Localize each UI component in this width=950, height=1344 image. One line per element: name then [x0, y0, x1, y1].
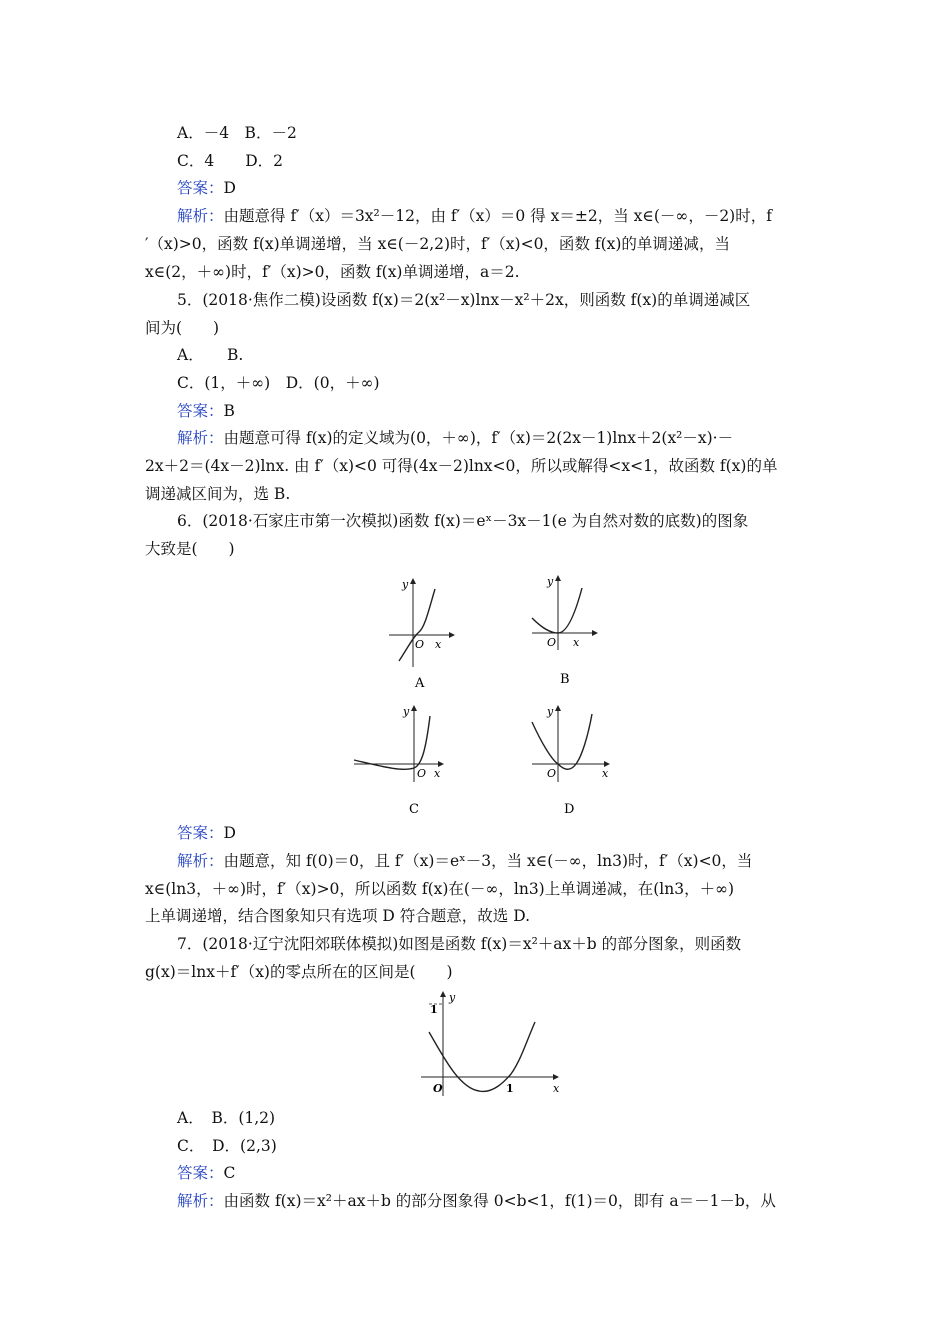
x-label: x [573, 636, 580, 649]
q7-stem-line-1: 7．(2018·辽宁沈阳郊联体模拟)如图是函数 f(x)＝x²＋ax＋b 的部分图象，则函数 [177, 935, 742, 953]
answer-label: 答案： [177, 824, 224, 842]
q5-analysis-line-3: 调递减区间为，选 B. [145, 485, 291, 503]
q6-stem-line-2: 大致是( ) [145, 540, 235, 558]
y-label: y [449, 991, 456, 1004]
q5-options-cd: C．(1，＋∞) D．(0，＋∞) [177, 374, 380, 392]
graph-b [528, 570, 598, 685]
x-axis-arrow [592, 630, 598, 636]
q4-analysis-line-2: ′（x)>0，函数 f(x)单调递增，当 x∈(－2,2)时，f′（x)<0，函数 f(x)的单调递减，当 [145, 235, 730, 253]
x-label: x [602, 767, 609, 780]
q6-analysis-line-2: x∈(ln3，＋∞)时，f′（x)>0，所以函数 f(x)在(－∞，ln3)上单调递减，在(ln3，＋∞) [145, 880, 735, 898]
q5-analysis-line-1 [177, 427, 733, 449]
q4-analysis-line-1 [177, 205, 805, 227]
x-label: x [435, 638, 442, 651]
q5-stem-line-2: 间为( ) [145, 319, 220, 337]
analysis-text: 由题意，知 f(0)＝0，且 f′（x)＝eˣ－3，当 x∈(－∞，ln3)时，f′（x)<0，当 [223, 852, 753, 870]
y-axis-arrow [411, 705, 417, 711]
y-label: y [547, 705, 554, 718]
analysis-label: 解析： [177, 207, 224, 225]
answer-value: B [223, 402, 235, 420]
q5-analysis-line-2: 2x＋2＝(4x－2)lnx. 由 f′（x)<0 可得(4x－2)lnx<0，所以或解得<x<1，故函数 f(x)的单 [145, 457, 778, 475]
q6-stem-line-1: 6．(2018·石家庄市第一次模拟)函数 f(x)＝eˣ－3x－1(e 为自然对数的底数)的图象 [177, 512, 749, 530]
q7-options-ab: A． B．(1,2) [177, 1109, 276, 1127]
x-tick-label: 1 [506, 1082, 514, 1095]
x-axis-arrow [449, 632, 455, 638]
x-axis-arrow [553, 1074, 559, 1080]
q7-stem-line-2: g(x)＝lnx＋f′（x)的零点所在的区间是( ) [145, 963, 453, 981]
analysis-label: 解析： [177, 1192, 224, 1210]
q5-options-ab: A． B. [177, 346, 244, 364]
x-label: x [553, 1082, 560, 1095]
origin-label: O [433, 1082, 443, 1095]
origin-label: O [415, 638, 425, 651]
analysis-text: 由题意得 f′（x）＝3x²－12，由 f′（x）＝0 得 x＝±2，当 x∈(－∞，－2)时，f [223, 207, 772, 225]
graph-c [350, 700, 450, 820]
answer-value: D [223, 824, 236, 842]
origin-label: O [417, 767, 427, 780]
y-axis-arrow [440, 991, 446, 997]
origin-label: O [547, 636, 557, 649]
analysis-label: 解析： [177, 429, 224, 447]
analysis-text: 由题意可得 f(x)的定义域为(0，＋∞)，f′（x)＝2(2x－1)lnx＋2(x²－x)·－ [223, 429, 734, 447]
answer-label: 答案： [177, 1164, 224, 1182]
q7-answer [177, 1162, 235, 1184]
graph-label-c: C [409, 802, 419, 817]
q4-options-ab: A．－4 B．－2 [177, 124, 297, 142]
y-tick-label: 1 [430, 1003, 438, 1016]
x-label: x [434, 767, 441, 780]
y-label: y [547, 575, 554, 588]
q4-options-cd: C．4 D．2 [177, 152, 284, 170]
parabola-curve [429, 1022, 535, 1091]
curve [354, 716, 430, 769]
q7-analysis-line-1 [177, 1190, 776, 1212]
answer-value: D [223, 179, 236, 197]
graph-d [528, 700, 618, 820]
answer-label: 答案： [177, 402, 224, 420]
q6-answer [177, 822, 236, 844]
y-axis-arrow [555, 705, 561, 711]
analysis-text: 由函数 f(x)＝x²＋ax＋b 的部分图象得 0<b<1，f(1)＝0，即有 a＝－1－b，从 [223, 1192, 776, 1210]
graph-q7 [415, 988, 565, 1106]
answer-value: C [223, 1164, 236, 1182]
curve [532, 588, 582, 633]
origin-label: O [547, 767, 557, 780]
y-label: y [402, 578, 409, 591]
q6-analysis-line-1 [177, 850, 752, 872]
graph-label-d: D [564, 802, 575, 817]
y-axis-arrow [555, 575, 561, 581]
answer-label: 答案： [177, 179, 224, 197]
q6-analysis-line-3: 上单调递增，结合图象知只有选项 D 符合题意，故选 D. [145, 907, 531, 925]
q5-stem-line-1: 5．(2018·焦作二模)设函数 f(x)＝2(x²－x)lnx－x²＋2x，则函数 f(x)的单调递减区 [177, 291, 751, 309]
graph-label-a: A [415, 676, 425, 690]
q7-options-cd: C． D．(2,3) [177, 1137, 277, 1155]
y-axis-arrow [410, 578, 416, 584]
curve [532, 714, 592, 769]
q5-answer [177, 400, 235, 422]
graph-label-b: B [560, 672, 570, 685]
q4-analysis-line-3: x∈(2，＋∞)时，f′（x)>0，函数 f(x)单调递增，a＝2. [145, 263, 520, 281]
q4-answer [177, 177, 236, 199]
y-label: y [403, 705, 410, 718]
analysis-label: 解析： [177, 852, 224, 870]
graph-a [385, 575, 455, 690]
